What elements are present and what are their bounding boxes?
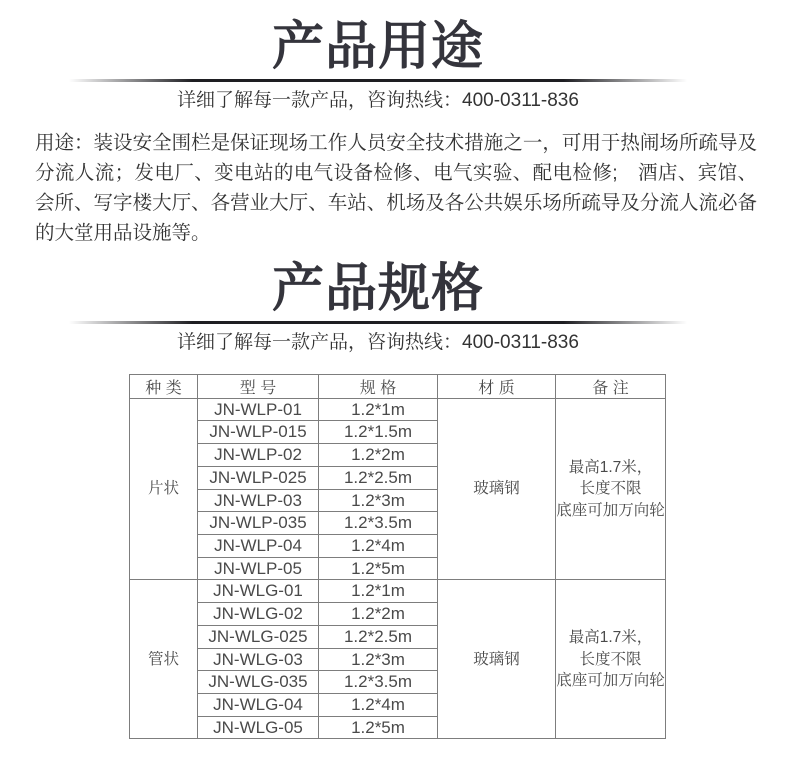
size-cell: 1.2*1m (319, 580, 438, 603)
model-cell: JN-WLG-04 (198, 693, 319, 716)
remark-cell (556, 580, 666, 739)
spec-section (0, 262, 790, 739)
model-cell: JN-WLP-035 (198, 512, 319, 535)
divider-line (69, 79, 687, 82)
size-cell: 1.2*2m (319, 444, 438, 467)
size-cell: 1.2*2.5m (319, 625, 438, 648)
usage-title: 产品用途 (271, 18, 484, 76)
model-cell: JN-WLP-025 (198, 466, 319, 489)
table-row (130, 580, 666, 603)
remark-line: 长度不限 (579, 480, 642, 498)
column-header: 备 注 (556, 374, 666, 398)
model-cell: JN-WLG-05 (198, 716, 319, 739)
model-cell: JN-WLG-02 (198, 603, 319, 626)
remark-line: 最高1.7米， (568, 629, 653, 647)
usage-section (0, 0, 790, 248)
spec-section-header (0, 262, 756, 354)
table-row (130, 398, 666, 421)
column-header: 规 格 (319, 374, 438, 398)
spec-hotline-subtitle: 详细了解每一款产品，咨询热线：400-0311-836 (177, 331, 579, 353)
usage-paragraph: 用途：装设安全围栏是保证现场工作人员安全技术措施之一，可用于热闹场所疏导及分流人流；发电厂、变电站的电气设备检修、电气实验、配电检修; 酒店、宾馆、会所、写字楼大厅、各营业大厅、车站、机场及各公共娱乐场所疏导及分流人流必备的大堂用品设施等。 (35, 132, 757, 245)
spec-table-header-row (130, 374, 666, 398)
size-cell: 1.2*1.5m (319, 421, 438, 444)
size-cell: 1.2*3m (319, 489, 438, 512)
usage-hotline-subtitle: 详细了解每一款产品，咨询热线：400-0311-836 (177, 89, 579, 111)
spec-table-body (130, 398, 666, 739)
remark-line: 长度不限 (579, 650, 642, 668)
model-cell: JN-WLP-015 (198, 421, 319, 444)
model-cell: JN-WLP-03 (198, 489, 319, 512)
size-cell: 1.2*3.5m (319, 512, 438, 535)
model-cell: JN-WLG-01 (198, 580, 319, 603)
remark-line: 底座可加万向轮 (556, 501, 665, 519)
model-cell: JN-WLP-05 (198, 557, 319, 580)
remark-cell (556, 398, 666, 580)
size-cell: 1.2*3m (319, 648, 438, 671)
remark-line: 最高1.7米， (568, 458, 653, 476)
size-cell: 1.2*2.5m (319, 466, 438, 489)
usage-section-header (0, 20, 756, 112)
column-header: 种 类 (130, 374, 198, 398)
column-header: 材 质 (438, 374, 556, 398)
material-cell: 玻璃钢 (438, 398, 556, 580)
size-cell: 1.2*4m (319, 535, 438, 558)
model-cell: JN-WLP-04 (198, 535, 319, 558)
category-cell: 管状 (130, 580, 198, 739)
size-cell: 1.2*5m (319, 557, 438, 580)
remark-line: 底座可加万向轮 (556, 672, 665, 690)
material-cell: 玻璃钢 (438, 580, 556, 739)
model-cell: JN-WLP-02 (198, 444, 319, 467)
spec-table (129, 374, 666, 740)
divider-line (69, 321, 687, 324)
model-cell: JN-WLP-01 (198, 398, 319, 421)
size-cell: 1.2*4m (319, 693, 438, 716)
size-cell: 1.2*3.5m (319, 671, 438, 694)
category-cell: 片状 (130, 398, 198, 580)
size-cell: 1.2*1m (319, 398, 438, 421)
column-header: 型 号 (198, 374, 319, 398)
spec-title: 产品规格 (271, 260, 484, 319)
size-cell: 1.2*2m (319, 603, 438, 626)
model-cell: JN-WLG-035 (198, 671, 319, 694)
model-cell: JN-WLG-03 (198, 648, 319, 671)
size-cell: 1.2*5m (319, 716, 438, 739)
model-cell: JN-WLG-025 (198, 625, 319, 648)
